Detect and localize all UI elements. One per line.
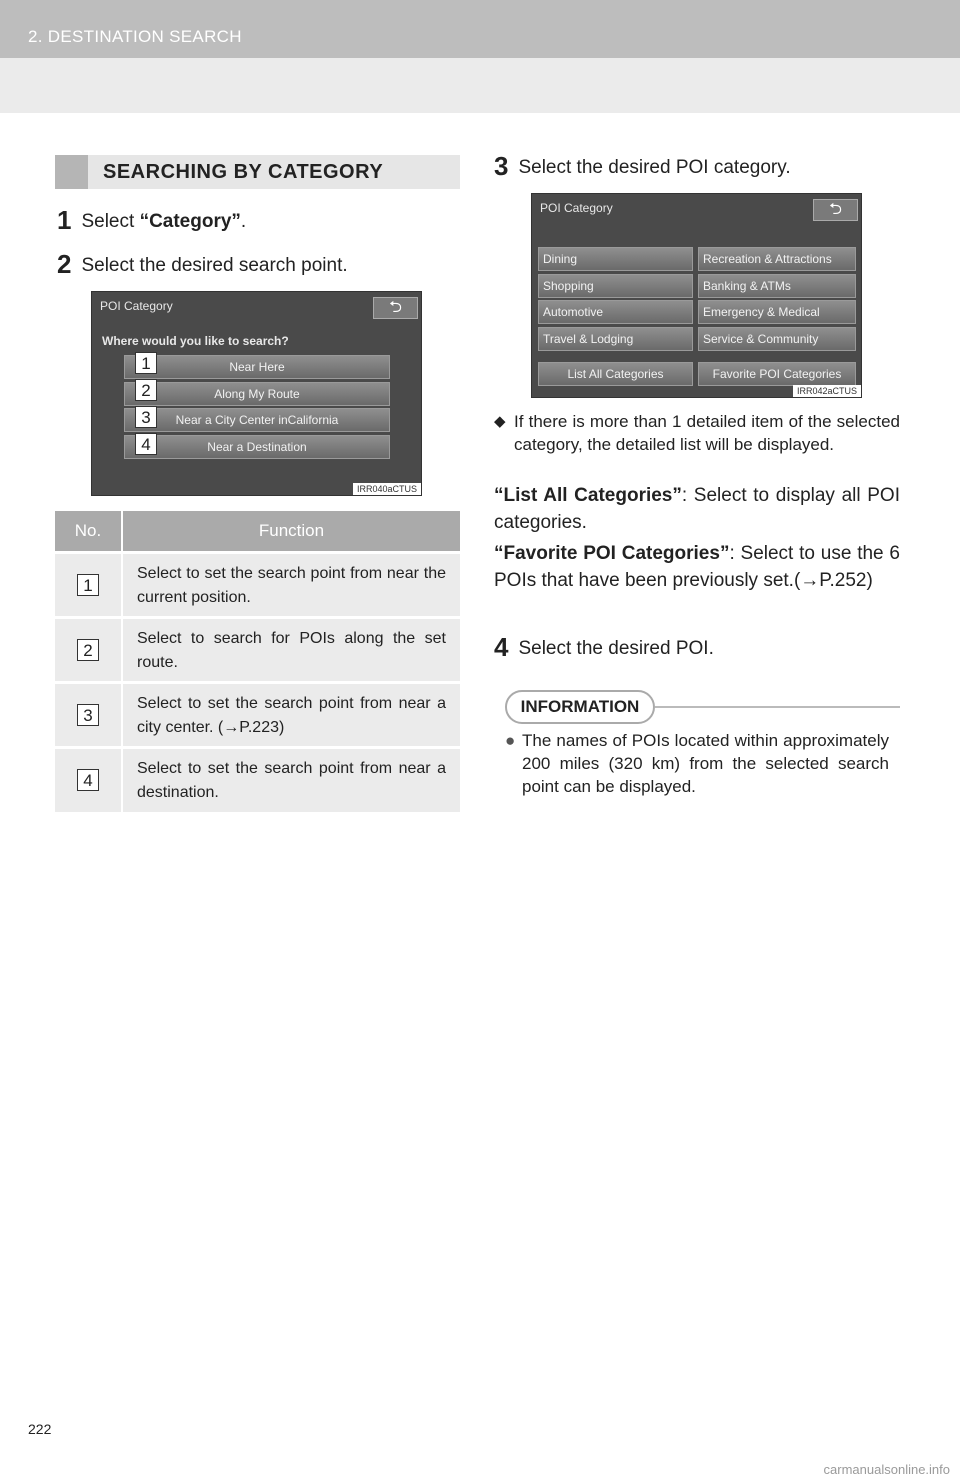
para-text: : Select to use the 6 POIs that have been previously set.(→P.252) bbox=[494, 543, 900, 591]
banking-atms-button: Banking & ATMs bbox=[698, 274, 856, 298]
table-header-row bbox=[55, 511, 460, 552]
page-number: 222 bbox=[28, 1421, 52, 1437]
step-number: 1 bbox=[57, 205, 72, 235]
favorite-poi-description bbox=[494, 540, 900, 594]
shopping-button: Shopping bbox=[538, 274, 693, 298]
step-bold-keyword: “Category” bbox=[139, 211, 241, 232]
screen-title: POI Category bbox=[540, 201, 613, 215]
callout-1: 1 bbox=[135, 352, 157, 374]
screen-question: Where would you like to search? bbox=[102, 334, 289, 348]
detail-note-text: If there is more than 1 detailed item of the selected category, the detailed list will be displayed. bbox=[514, 412, 900, 454]
step-text: Select the desired POI. bbox=[518, 638, 714, 659]
poi-search-point-screenshot bbox=[91, 291, 422, 496]
step-text: Select the desired search point. bbox=[81, 255, 348, 276]
emergency-medical-button: Emergency & Medical bbox=[698, 300, 856, 324]
para-keyword: “Favorite POI Categories” bbox=[494, 543, 730, 564]
list-all-categories-description bbox=[494, 482, 900, 536]
header-no: No. bbox=[55, 511, 122, 552]
callout-3: 3 bbox=[135, 406, 157, 428]
table-row bbox=[55, 747, 460, 812]
step-3 bbox=[494, 151, 791, 182]
back-icon: ⮌ bbox=[373, 297, 418, 319]
information-note bbox=[505, 729, 889, 798]
row-number: 1 bbox=[77, 574, 99, 596]
row-number-cell bbox=[55, 617, 122, 682]
row-number-cell bbox=[55, 552, 122, 617]
step-2 bbox=[57, 249, 348, 280]
step-number: 4 bbox=[494, 632, 509, 662]
row-number: 2 bbox=[77, 639, 99, 661]
header-function: Function bbox=[122, 511, 460, 552]
row-number: 4 bbox=[77, 769, 99, 791]
image-code: IRR040aCTUS bbox=[353, 483, 421, 495]
recreation-attractions-button: Recreation & Attractions bbox=[698, 247, 856, 271]
information-label: INFORMATION bbox=[505, 690, 655, 724]
near-destination-button: Near a Destination bbox=[124, 435, 390, 459]
along-my-route-button: Along My Route bbox=[124, 382, 390, 406]
row-function: Select to set the search point from near a city center. (→P.223) bbox=[122, 682, 460, 747]
para-keyword: “List All Categories” bbox=[494, 485, 682, 506]
row-function: Select to set the search point from near the current position. bbox=[122, 552, 460, 617]
automotive-button: Automotive bbox=[538, 300, 693, 324]
row-function: Select to search for POIs along the set route. bbox=[122, 617, 460, 682]
image-code: IRR042aCTUS bbox=[793, 385, 861, 397]
information-divider bbox=[655, 706, 900, 708]
step-number: 3 bbox=[494, 151, 509, 181]
near-here-button: Near Here bbox=[124, 355, 390, 379]
dining-button: Dining bbox=[538, 247, 693, 271]
function-table bbox=[55, 511, 460, 812]
near-city-center-button: Near a City Center inCalifornia bbox=[124, 408, 390, 432]
section-heading-text: SEARCHING BY CATEGORY bbox=[103, 161, 384, 183]
travel-lodging-button: Travel & Lodging bbox=[538, 327, 693, 351]
row-number-cell bbox=[55, 682, 122, 747]
list-all-categories-button: List All Categories bbox=[538, 362, 693, 386]
para-text: : Select to display all POI categories. bbox=[494, 485, 900, 533]
step-number: 2 bbox=[57, 249, 72, 279]
row-function: Select to set the search point from near a destination. bbox=[122, 747, 460, 812]
poi-category-screenshot bbox=[531, 193, 862, 398]
diamond-bullet-icon: ◆ bbox=[494, 413, 506, 430]
screen-title: POI Category bbox=[100, 299, 173, 313]
step-text: Select the desired POI category. bbox=[518, 157, 791, 178]
table-row bbox=[55, 552, 460, 617]
callout-4: 4 bbox=[135, 433, 157, 455]
table-row bbox=[55, 682, 460, 747]
table-row bbox=[55, 617, 460, 682]
row-number-cell bbox=[55, 747, 122, 812]
watermark: carmanualsonline.info bbox=[823, 1462, 950, 1477]
step-1 bbox=[57, 205, 246, 236]
step-text: Select bbox=[81, 211, 140, 232]
row-number: 3 bbox=[77, 704, 99, 726]
detail-note bbox=[494, 410, 900, 456]
section-title: 2. DESTINATION SEARCH bbox=[28, 27, 242, 46]
callout-2: 2 bbox=[135, 379, 157, 401]
header-strip bbox=[0, 0, 960, 58]
service-community-button: Service & Community bbox=[698, 327, 856, 351]
back-icon: ⮌ bbox=[813, 199, 858, 221]
step-text-end: . bbox=[240, 211, 247, 232]
information-text: The names of POIs located within approximately 200 miles (320 km) from the selected search point can be displayed. bbox=[522, 731, 889, 796]
step-4 bbox=[494, 632, 714, 663]
section-heading bbox=[55, 155, 460, 189]
favorite-poi-categories-button: Favorite POI Categories bbox=[698, 362, 856, 386]
section-heading-tab bbox=[55, 155, 88, 189]
dot-bullet-icon: ● bbox=[505, 731, 516, 750]
